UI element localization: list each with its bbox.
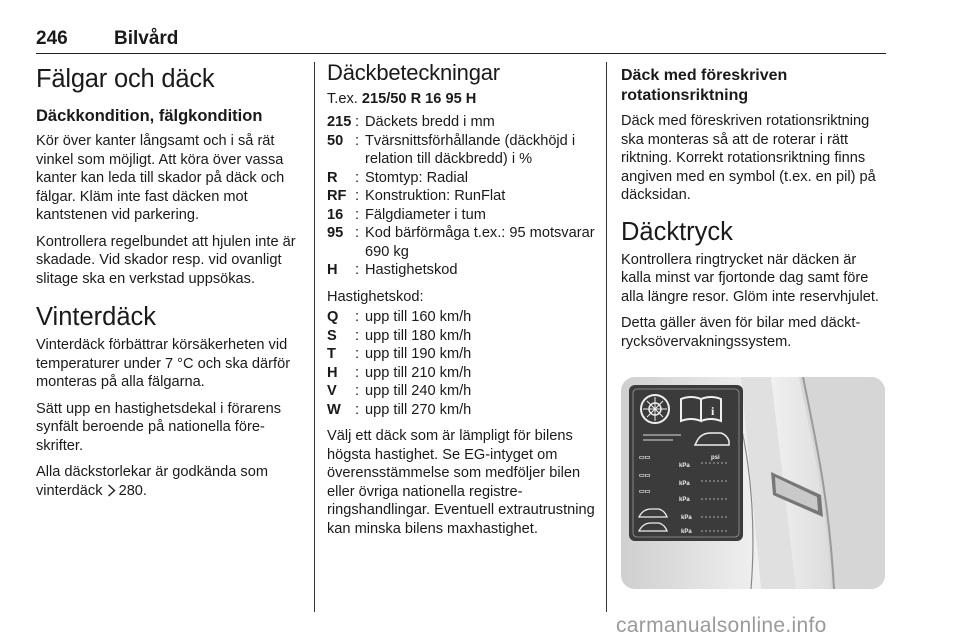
code-key: R: [327, 169, 338, 186]
code-key: H: [327, 262, 338, 278]
label-unit: kPa: [679, 463, 690, 469]
paragraph: Välj ett däck som är lämpligt för bilens högsta hastighet. Se EG-intyget om överensstämmelse som medföljer bilen eller övriga nationella registreringshandlingar. Eventuell extrautrustning kan minska bilens maxhastighet.: [327, 428, 595, 537]
paragraph: Kontrollera regelbundet att hjulen inte är skadade. Vid skador resp. vid ovanligt slitage ska en verkstad uppsökas.: [36, 233, 296, 287]
column-divider: [606, 62, 607, 612]
tire-pressure-label-photo: [621, 377, 885, 589]
speed-code-list: [327, 308, 595, 419]
definition-row: [327, 224, 595, 261]
code-key: W: [327, 401, 341, 418]
code-key: S: [327, 327, 337, 344]
code-value: Tvärsnittsförhållande (däckhöjd i relation till däckbredd) i %: [365, 132, 576, 167]
code-value: Kod bärförmåga t.ex.: 95 motsvarar 690 kg: [365, 225, 595, 260]
svg-text:psi: psi: [711, 455, 720, 461]
definition-row: [327, 261, 595, 280]
definition-row: [327, 327, 595, 346]
paragraph: Detta gäller även för bilar med däcktrycksövervakningssystem.: [621, 315, 861, 350]
page-header: [36, 28, 886, 54]
definition-row: [327, 132, 595, 169]
separator: :: [355, 225, 360, 241]
svg-text:kPa: kPa: [679, 497, 690, 503]
code-value: Stomtyp: Radial: [365, 169, 469, 186]
code-value: upp till 270 km/h: [365, 401, 472, 418]
definition-row: [327, 401, 595, 420]
code-key: 95: [327, 225, 344, 241]
separator: :: [355, 309, 360, 325]
separator: :: [355, 169, 360, 186]
paragraph: Sätt upp en hastighetsdekal i förarens synfält beroende på nationella föreskrifter.: [36, 400, 282, 454]
svg-text:▭▭: ▭▭: [639, 455, 651, 461]
svg-text:▭▭: ▭▭: [639, 473, 651, 479]
heading-vinterdack: Vinterdäck: [36, 303, 157, 331]
column-divider: [314, 62, 315, 612]
heading-rotationsriktning: Däck med föreskriven rotationsriktning: [621, 67, 788, 104]
paragraph-text: Alla däckstorlekar är godkända som vinterdäck: [36, 464, 268, 499]
code-value: Konstruktion: RunFlat: [365, 188, 506, 204]
separator: :: [355, 401, 360, 418]
separator: :: [355, 114, 360, 130]
heading-dacktryck: Däcktryck: [621, 217, 733, 246]
column-3: [621, 60, 889, 359]
separator: :: [355, 364, 360, 381]
code-value: upp till 180 km/h: [365, 327, 472, 344]
definition-row: [327, 308, 595, 327]
separator: :: [355, 188, 360, 204]
paragraph-with-ref: [36, 463, 302, 502]
svg-text:kPa: kPa: [679, 481, 690, 487]
column-2: [327, 60, 595, 546]
separator: :: [355, 206, 360, 223]
code-key: 16: [327, 206, 344, 223]
code-value: upp till 190 km/h: [365, 346, 472, 362]
definition-row: [327, 364, 595, 383]
code-key: RF: [327, 188, 347, 204]
paragraph: Däck med föreskriven rotationsriktning ska monteras så att de roterar i rätt riktning. Korrekt rotationsriktning finns angiven med en symbol (t.ex. en pil) på däcksidan.: [621, 113, 876, 203]
separator: :: [355, 327, 360, 344]
code-value: Hastighetskod: [365, 262, 458, 278]
example-line: [327, 89, 595, 109]
code-key: T: [327, 346, 336, 362]
svg-text:i: i: [711, 404, 715, 418]
code-key: 215: [327, 114, 352, 130]
definition-row: [327, 382, 595, 401]
svg-text:kPa: kPa: [681, 515, 692, 521]
example-code: 215/50 R 16 95 H: [361, 91, 477, 107]
code-key: Q: [327, 309, 339, 325]
arrow-ref-icon: [107, 484, 116, 503]
definition-row: [327, 206, 595, 225]
svg-text:kPa: kPa: [681, 529, 692, 535]
heading-falgar-och-dack: Fälgar och däck: [36, 65, 215, 93]
code-value: Däckets bredd i mm: [365, 114, 495, 130]
speed-code-label: Hastighetskod:: [327, 288, 424, 305]
code-key: H: [327, 364, 338, 381]
page-number: 246: [36, 28, 68, 49]
code-value: upp till 210 km/h: [365, 364, 472, 381]
paragraph: Kontrollera ringtrycket när däcken är kalla minst var fjortonde dag samt före alla längre resor. Glöm inte reservhjulet.: [621, 251, 879, 305]
page-ref-link[interactable]: 280.: [118, 482, 147, 499]
definition-row: [327, 345, 595, 364]
paragraph: Vinterdäck förbättrar körsäkerheten vid temperaturer under 7 °C och ska därför monteras på alla fälgarna.: [36, 337, 291, 390]
code-value: upp till 240 km/h: [365, 383, 472, 399]
code-key: 50: [327, 132, 344, 149]
subheading-dackkondition: Däckkondition, fälgkondition: [36, 107, 263, 125]
watermark: carmanualsonline.info: [616, 614, 827, 637]
example-prefix: T.ex.: [327, 91, 362, 107]
heading-dackbeteckningar: Däckbeteckningar: [327, 60, 500, 85]
definition-row: [327, 187, 595, 206]
definition-row: [327, 169, 595, 188]
code-value: upp till 160 km/h: [365, 309, 472, 325]
paragraph: Kör över kanter långsamt och i så rät vinkel som möjligt. Att köra över vassa kanter kan leda till skador på däck och fälgar. Kläm inte fast däcken mot kantstenen vid parkering.: [36, 133, 285, 223]
section-title: Bilvård: [114, 28, 179, 49]
column-1: [36, 60, 302, 510]
code-value: Fälgdiameter i tum: [365, 206, 486, 223]
definition-row: [327, 113, 595, 132]
separator: :: [355, 346, 360, 362]
code-key: V: [327, 383, 337, 399]
tire-code-list: [327, 113, 595, 280]
svg-text:▭▭: ▭▭: [639, 489, 651, 495]
separator: :: [355, 383, 360, 399]
separator: :: [355, 132, 360, 149]
separator: :: [355, 262, 360, 278]
